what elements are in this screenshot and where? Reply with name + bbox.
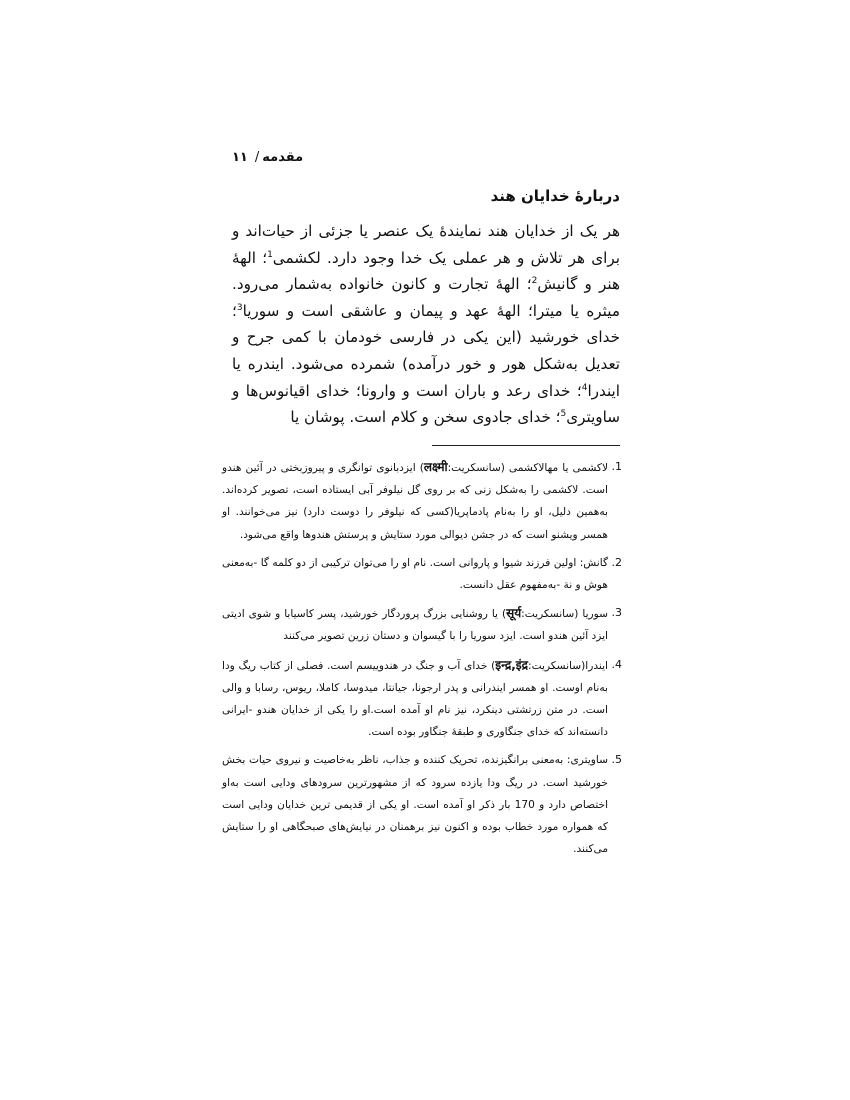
footnote-text: ساویتری: به‌معنی برانگیزنده، تحریک کننده و جذاب، ناظر به‌خاصیت و نیروی حیات بخش خورشید است. در ریگ ودا یازده سرود که از مشهورترین سرودهای ودایی است به‌او اختصاص دارد و 170 بار ذکر او آمده است. او یکی از قدیمی ترین خدایان ودایی است که همواره مورد خطاب بوده و اکنون نیز برهمنان در نیایش‌های صبحگاهی او را ستایش می‌کنند. xyxy=(222,754,609,856)
footnote-1 xyxy=(222,456,620,546)
footnote-ref-3[interactable]: 3 xyxy=(236,302,243,313)
body-text-2: ؛ الههٔ هنر و گانیش xyxy=(232,248,620,294)
running-head-separator: / xyxy=(254,150,260,165)
footnote-ref-2[interactable]: 2 xyxy=(531,276,538,287)
footnote-text-cont: ) ایزدبانوی توانگری و پیروزبختی در آئین هندو است. لاکشمی را به‌شکل زنی که بر روی گل نیلوفر آبی ایستاده است، تصویر کرده‌اند. به‌همین دلیل، او را به‌نام پادماپریا(کسی که نیلوفر را دوست دارد) نیز می‌خوانند. او همسر ویشنو است که در جشن دیوالی مورد ستایش و پرستش هندوها واقع می‌شود. xyxy=(222,462,608,541)
devanagari-term: सूर्य xyxy=(506,606,522,621)
body-text-5: ؛ خدای رعد و باران است و وارونا؛ خدای اقیانوس‌ها و ساویتری xyxy=(232,381,620,427)
footnote-number: 4. xyxy=(611,657,622,671)
footnote-text-cont: ) یا روشنایی بزرگ پروردگار خورشید، پسر کاسیابا و شوی ادیتی ایزد آئین هندو است. ایزد سوریا را با گیسوان و دستان زرین تصویر می‌کنند xyxy=(222,608,608,643)
devanagari-term: लक्ष्मी xyxy=(423,460,448,474)
running-head xyxy=(232,150,352,165)
footnote-ref-5[interactable]: 5 xyxy=(560,409,567,420)
footnote-5 xyxy=(222,749,620,860)
footnote-text: لاکشمی یا مهالاکشمی (سانسکریت: xyxy=(447,462,609,474)
footnote-text-cont: ) خدای آب و جنگ در هندوییسم است. فصلی از کتاب ریگ ودا به‌نام اوست. او همسر ایندرانی و پدر ارجونا، جیانتا، میدوسا، کاملا، ریوس، رسابا و والی است. در متن زرتشتی دینکرد، نیز نام او آمده است.او را یکی از خدایان هندو -ایرانی دانسته‌اند که خدای جنگاوری و طبقهٔ جنگاور بوده است. xyxy=(222,659,608,739)
body-text-6: ؛ خدای جادوی سخن و کلام است. پوشان یا xyxy=(290,408,561,427)
footnote-text: گانش: اولین فرزند شیوا و پاروانی است. نام او را می‌توان ترکیبی از دو کلمه گا -به‌معنی هوش و نة -به‌مفهوم عقل دانست. xyxy=(222,556,608,592)
footnote-2 xyxy=(222,552,620,596)
footnote-number: 1. xyxy=(611,460,622,473)
page-number: ۱۱ xyxy=(232,150,248,165)
footnote-number: 2. xyxy=(611,555,622,569)
footnote-3 xyxy=(222,602,620,647)
body-text-3: ؛ الههٔ تجارت و کانون خانواده به‌شمار می‌رود. میثره یا میترا؛ الههٔ عهد و پیمان و عاشقی است و سوریا xyxy=(232,275,620,320)
devanagari-term: इन्द्र,इंद्र xyxy=(495,657,529,672)
footnote-ref-1[interactable]: 1 xyxy=(267,249,273,260)
footnote-number: 5. xyxy=(611,753,622,767)
section-title: دربارهٔ خدایان هند xyxy=(490,187,620,205)
section-name: مقدمه xyxy=(262,150,304,165)
footnote-number: 3. xyxy=(611,606,622,620)
footnote-4 xyxy=(222,654,620,744)
footnotes-list xyxy=(222,456,620,866)
footnote-text: سوریا (سانسکریت: xyxy=(521,608,608,621)
body-text-1: هر یک از خدایان هند نمایندهٔ یک عنصر یا جزئی از حیات‌اند و برای هر تلاش و هر عملی یک خدا وجود دارد. لکشمی xyxy=(232,222,620,267)
body-text-4: ؛ خدای خورشید (این یکی در فارسی خودمان با کمی جرح و تعدیل به‌شکل هور و خور درآمده) شمرده می‌شود. ایندره یا ایندرا xyxy=(232,301,620,400)
footnote-ref-4[interactable]: 4 xyxy=(581,382,588,393)
footnote-text: ایندرا(سانسکریت: xyxy=(528,659,608,672)
footnote-divider xyxy=(432,445,620,446)
body-paragraph xyxy=(232,218,620,431)
